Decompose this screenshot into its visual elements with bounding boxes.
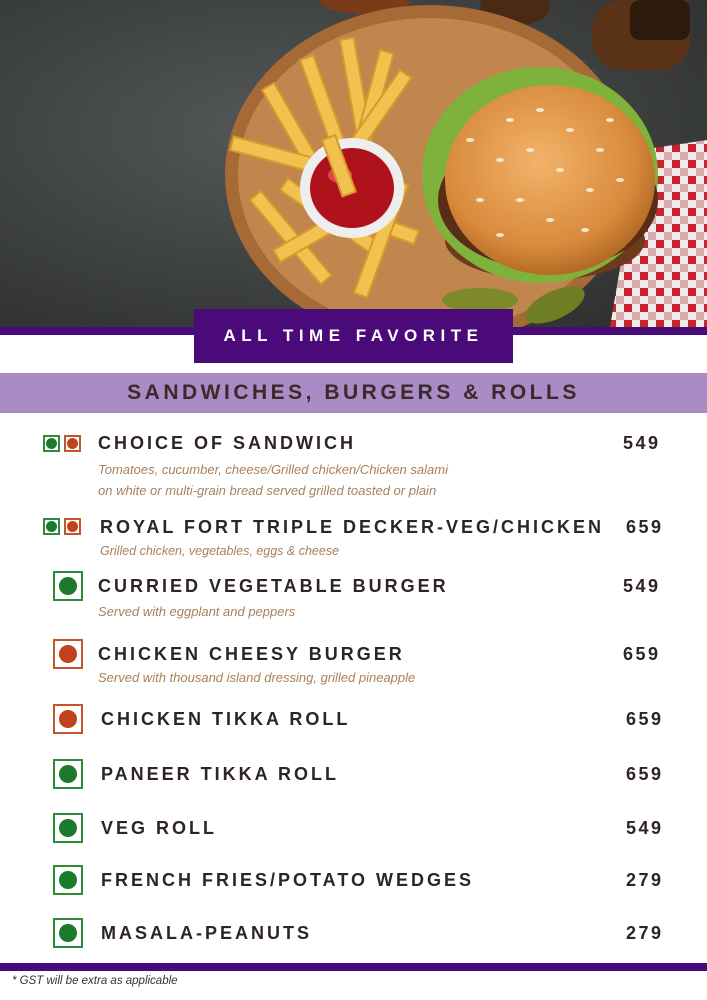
- nonveg-indicator-icon: [64, 435, 81, 452]
- item-name: CHICKEN CHEESY BURGER: [98, 644, 405, 664]
- item-description: Served with thousand island dressing, grilled pineapple: [98, 670, 416, 685]
- veg-indicator-icon: [43, 435, 60, 452]
- nonveg-indicator-icon: [64, 518, 81, 535]
- hero-food-photo: [0, 0, 707, 327]
- veg-indicator-icon: [53, 759, 83, 789]
- item-description: Tomatoes, cucumber, cheese/Grilled chicken/Chicken salami: [98, 462, 448, 477]
- item-description-line-2: on white or multi-grain bread served grilled toasted or plain: [98, 483, 437, 498]
- item-description: Served with eggplant and peppers: [98, 604, 296, 619]
- item-name: MASALA-PEANUTS: [101, 923, 312, 943]
- veg-indicator-icon: [53, 571, 83, 601]
- item-price: 659: [623, 644, 661, 664]
- burger-and-fries-illustration: [0, 0, 707, 327]
- item-price: 659: [626, 764, 664, 784]
- item-price: 659: [626, 709, 664, 729]
- item-price: 549: [623, 433, 661, 453]
- all-time-favorite-banner: [194, 309, 513, 363]
- section-title: SANDWICHES, BURGERS & ROLLS: [127, 381, 580, 404]
- item-price: 549: [623, 576, 661, 596]
- item-price: 549: [626, 818, 664, 838]
- item-price: 279: [626, 923, 664, 943]
- section-heading-band: [0, 373, 707, 413]
- item-name: VEG ROLL: [101, 818, 218, 838]
- footer-divider-bar: [0, 963, 707, 971]
- item-name: PANEER TIKKA ROLL: [101, 764, 339, 784]
- nonveg-indicator-icon: [53, 639, 83, 669]
- item-description: Grilled chicken, vegetables, eggs & cheese: [100, 544, 340, 558]
- banner-label: ALL TIME FAVORITE: [223, 326, 484, 345]
- item-name: CURRIED VEGETABLE BURGER: [98, 576, 449, 596]
- veg-indicator-icon: [53, 918, 83, 948]
- veg-indicator-icon: [53, 813, 83, 843]
- veg-indicator-icon: [43, 518, 60, 535]
- item-price: 279: [626, 870, 664, 890]
- item-name: FRENCH FRIES/POTATO WEDGES: [101, 870, 475, 890]
- item-name: ROYAL FORT TRIPLE DECKER-VEG/CHICKEN: [100, 517, 605, 537]
- item-name: CHICKEN TIKKA ROLL: [101, 709, 351, 729]
- nonveg-indicator-icon: [53, 704, 83, 734]
- veg-indicator-icon: [53, 865, 83, 895]
- gst-footnote: * GST will be extra as applicable: [12, 975, 178, 987]
- item-price: 659: [626, 517, 664, 537]
- item-name: CHOICE OF SANDWICH: [98, 433, 356, 453]
